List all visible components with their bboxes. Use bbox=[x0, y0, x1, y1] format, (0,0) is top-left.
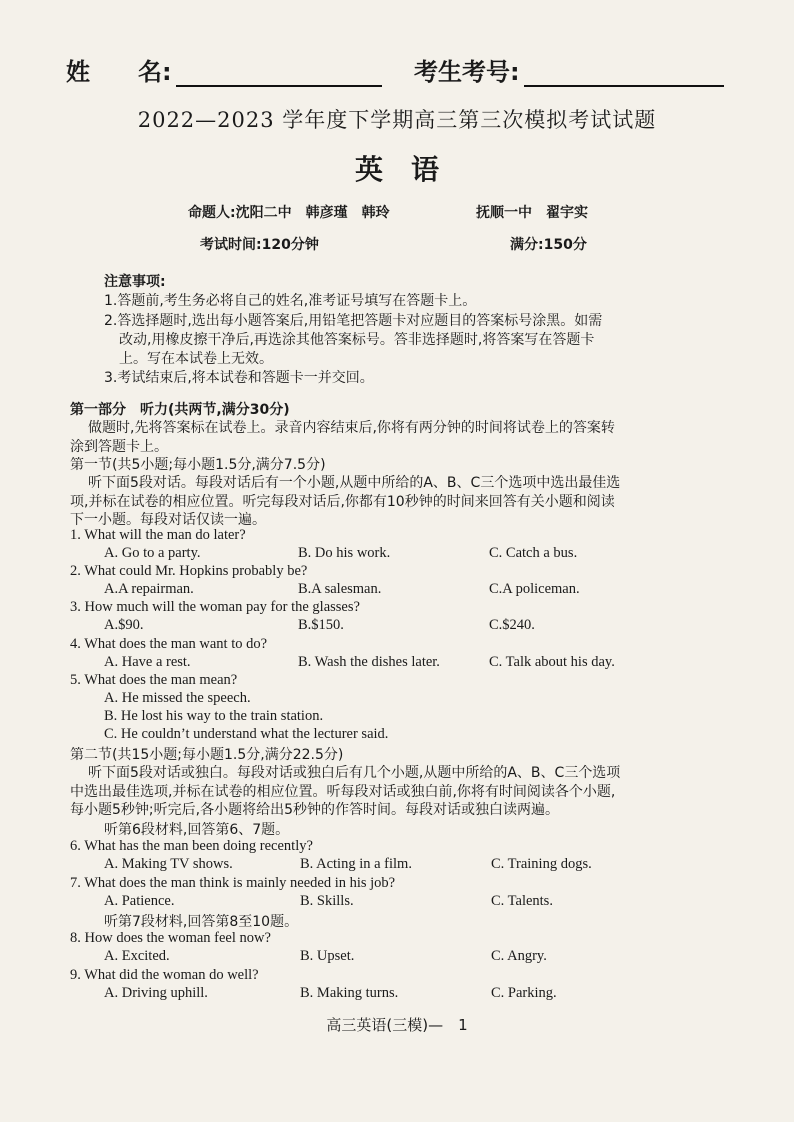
option-b: B.A salesman. bbox=[298, 581, 382, 597]
question-stem: 2. What could Mr. Hopkins probably be? bbox=[70, 563, 308, 579]
option-a: A. Making TV shows. bbox=[104, 856, 233, 872]
option-a: A.$90. bbox=[104, 617, 144, 633]
name-label: 姓 名: bbox=[66, 58, 172, 86]
section1-heading: 第一节(共5小题;每小题1.5分,满分7.5分) bbox=[70, 457, 326, 473]
option-a: A. Driving uphill. bbox=[104, 985, 208, 1001]
option-c: C.A policeman. bbox=[489, 581, 580, 597]
material-note: 听第7段材料,回答第8至10题。 bbox=[104, 914, 299, 930]
id-label: 考生考号: bbox=[414, 58, 520, 86]
authors-line bbox=[188, 202, 390, 222]
authors-label: 命题人: bbox=[188, 205, 236, 221]
option-a: A. Have a rest. bbox=[104, 654, 191, 670]
exam-time: 考试时间:120分钟 bbox=[200, 237, 319, 253]
section2-intro: 每小题5秒钟;听完后,各小题将给出5秒钟的作答时间。每段对话或独白读两遍。 bbox=[70, 802, 559, 818]
page-footer: 高三英语(三模)— 1 bbox=[326, 1016, 468, 1034]
option-b: B. Wash the dishes later. bbox=[298, 654, 440, 670]
option-b: B. Skills. bbox=[300, 893, 354, 909]
option-b: B. Do his work. bbox=[298, 545, 391, 561]
exam-title: 2022—2023 学年度下学期高三第三次模拟考试试题 bbox=[137, 108, 657, 132]
option-b: B.$150. bbox=[298, 617, 344, 633]
question-stem: 7. What does the man think is mainly needed in his job? bbox=[70, 875, 396, 891]
section2-intro: 中选出最佳选项,并标在试卷的相应位置。听每段对话或独白前,你将有时间阅读各个小题, bbox=[70, 784, 616, 800]
option-a: A.A repairman. bbox=[104, 581, 194, 597]
id-field bbox=[414, 52, 724, 87]
authors-group1: 沈阳二中 韩彦瑾 韩玲 bbox=[235, 205, 390, 221]
option-a: A. Patience. bbox=[104, 893, 175, 909]
question-stem: 1. What will the man do later? bbox=[70, 527, 246, 543]
option-c: C. Training dogs. bbox=[491, 856, 592, 872]
section2-intro: 听下面5段对话或独白。每段对话或独白后有几个小题,从题中所给的A、B、C三个选项 bbox=[88, 765, 621, 781]
section1-intro: 听下面5段对话。每段对话后有一个小题,从题中所给的A、B、C三个选项中选出最佳选 bbox=[88, 475, 621, 491]
note-item: 上。写在本试卷上无效。 bbox=[119, 351, 273, 367]
part1-heading: 第一部分 听力(共两节,满分30分) bbox=[70, 402, 290, 418]
note-item: 改动,用橡皮擦干净后,再选涂其他答案标号。答非选择题时,将答案写在答题卡 bbox=[119, 332, 595, 348]
option-c: C. He couldn’t understand what the lecturer said. bbox=[104, 726, 389, 742]
option-a: A. He missed the speech. bbox=[104, 690, 251, 706]
option-c: C. Catch a bus. bbox=[489, 545, 578, 561]
question-stem: 6. What has the man been doing recently? bbox=[70, 838, 313, 854]
part1-intro: 涂到答题卡上。 bbox=[70, 439, 168, 455]
name-field bbox=[66, 52, 382, 87]
id-blank[interactable] bbox=[524, 59, 724, 87]
full-score: 满分:150分 bbox=[510, 237, 587, 253]
section1-intro: 下一小题。每段对话仅读一遍。 bbox=[70, 512, 266, 528]
question-stem: 3. How much will the woman pay for the glasses? bbox=[70, 599, 360, 615]
question-stem: 5. What does the man mean? bbox=[70, 672, 238, 688]
section2-heading: 第二节(共15小题;每小题1.5分,满分22.5分) bbox=[70, 747, 344, 763]
option-c: C. Angry. bbox=[491, 948, 547, 964]
note-item: 1.答题前,考生务必将自己的姓名,准考证号填写在答题卡上。 bbox=[104, 293, 477, 309]
option-c: C.$240. bbox=[489, 617, 535, 633]
question-stem: 4. What does the man want to do? bbox=[70, 636, 268, 652]
option-b: B. He lost his way to the train station. bbox=[104, 708, 324, 724]
part1-intro: 做题时,先将答案标在试卷上。录音内容结束后,你将有两分钟的时间将试卷上的答案转 bbox=[88, 420, 615, 436]
option-a: A. Go to a party. bbox=[104, 545, 201, 561]
option-c: C. Talk about his day. bbox=[489, 654, 615, 670]
option-c: C. Parking. bbox=[491, 985, 557, 1001]
option-a: A. Excited. bbox=[104, 948, 170, 964]
option-c: C. Talents. bbox=[491, 893, 553, 909]
subject-title: 英 语 bbox=[354, 153, 439, 186]
section1-intro: 项,并标在试卷的相应位置。听完每段对话后,你都有10秒钟的时间来回答有关小题和阅读 bbox=[70, 494, 615, 510]
question-stem: 8. How does the woman feel now? bbox=[70, 930, 271, 946]
option-b: B. Making turns. bbox=[300, 985, 399, 1001]
name-blank[interactable] bbox=[176, 59, 382, 87]
option-b: B. Upset. bbox=[300, 948, 355, 964]
note-item: 3.考试结束后,将本试卷和答题卡一并交回。 bbox=[104, 370, 374, 386]
question-stem: 9. What did the woman do well? bbox=[70, 967, 259, 983]
material-note: 听第6段材料,回答第6、7题。 bbox=[104, 822, 290, 838]
option-b: B. Acting in a film. bbox=[300, 856, 412, 872]
note-item: 2.答选择题时,选出每小题答案后,用铅笔把答题卡对应题目的答案标号涂黑。如需 bbox=[104, 313, 603, 329]
authors-group2: 抚顺一中 翟宇实 bbox=[476, 205, 588, 221]
notes-title: 注意事项: bbox=[104, 274, 166, 290]
